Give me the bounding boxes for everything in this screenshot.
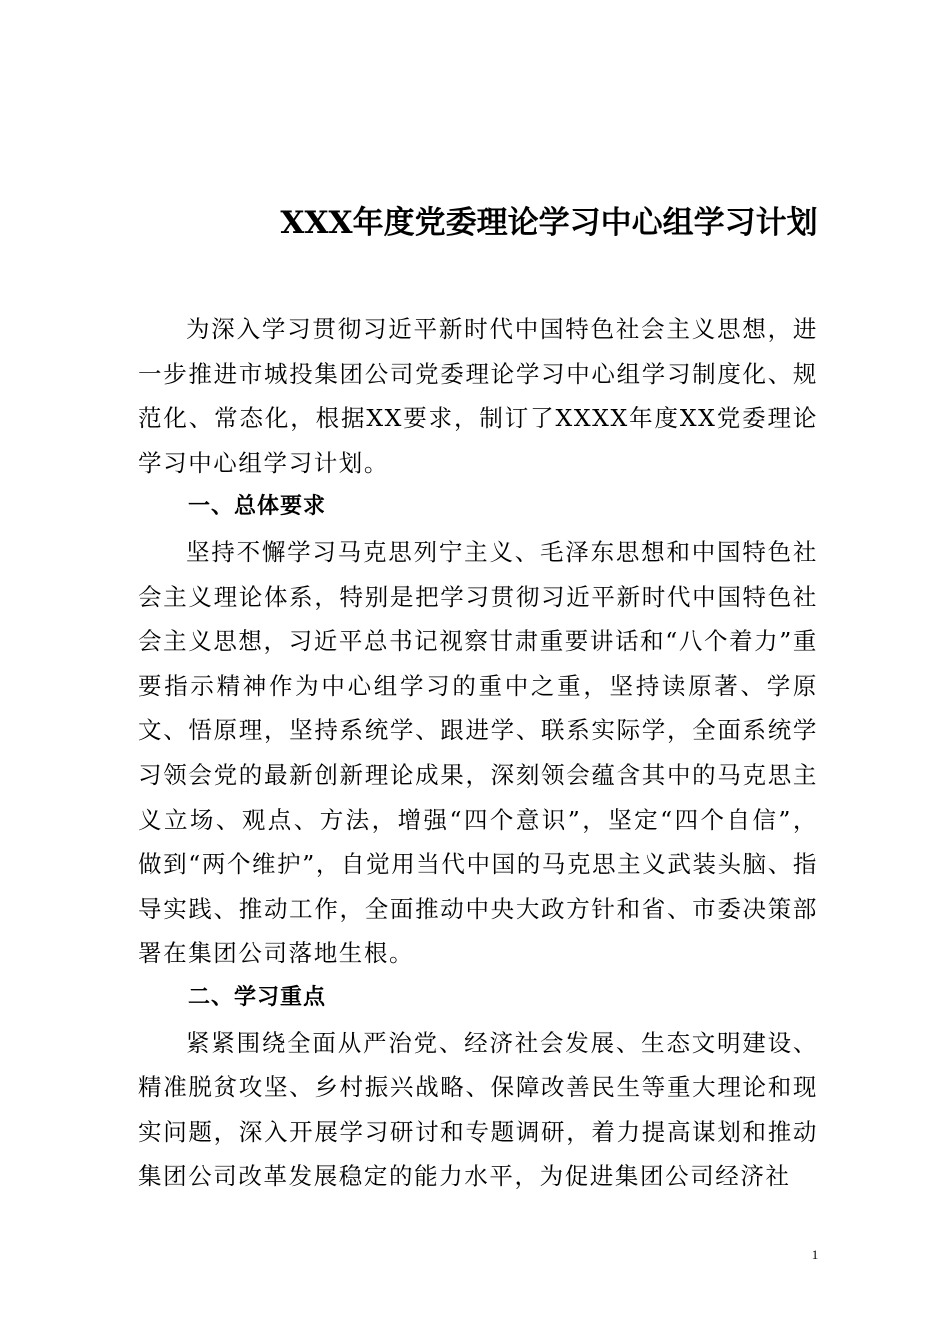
general-requirements-paragraph: 坚持不懈学习马克思列宁主义、毛泽东思想和中国特色社会主义理论体系，特别是把学习贯彻习近平新时代中国特色社会主义思想，习近平总书记视察甘肃重要讲话和“八个着力”重要指示精神作为中心组学习的重中之重，坚持读原著、学原文、悟原理，坚持系统学、跟进学、联系实际学，全面系统学习领会党的最新创新理论成果，深刻领会蕴含其中的马克思主义立场、观点、方法，增强“四个意识”，坚定“四个自信”，做到“两个维护”，自觉用当代中国的马克思主义武装头脑、指导实践、推动工作，全面推动中央大政方针和省、市委决策部署在集团公司落地生根。: [138, 537, 818, 968]
section-heading-study-focus: 二、学习重点: [188, 984, 327, 1010]
document-title: XXX年度党委理论学习中心组学习计划: [280, 205, 818, 241]
study-focus-paragraph: 紧紧围绕全面从严治党、经济社会发展、生态文明建设、精准脱贫攻坚、乡村振兴战略、保障改善民生等重大理论和现实问题，深入开展学习研讨和专题调研，着力提高谋划和推动集团公司改革发展稳定的能力水平，为促进集团公司经济社: [138, 1028, 818, 1191]
intro-paragraph: 为深入学习贯彻习近平新时代中国特色社会主义思想，进一步推进市城投集团公司党委理论学习中心组学习制度化、规范化、常态化，根据XX要求，制订了XXXX年度XX党委理论学习中心组学习计划。: [138, 315, 818, 477]
document-body: [138, 307, 818, 1199]
page-number: 1: [811, 1247, 819, 1262]
section-heading-general-requirements: 一、总体要求: [188, 494, 327, 520]
